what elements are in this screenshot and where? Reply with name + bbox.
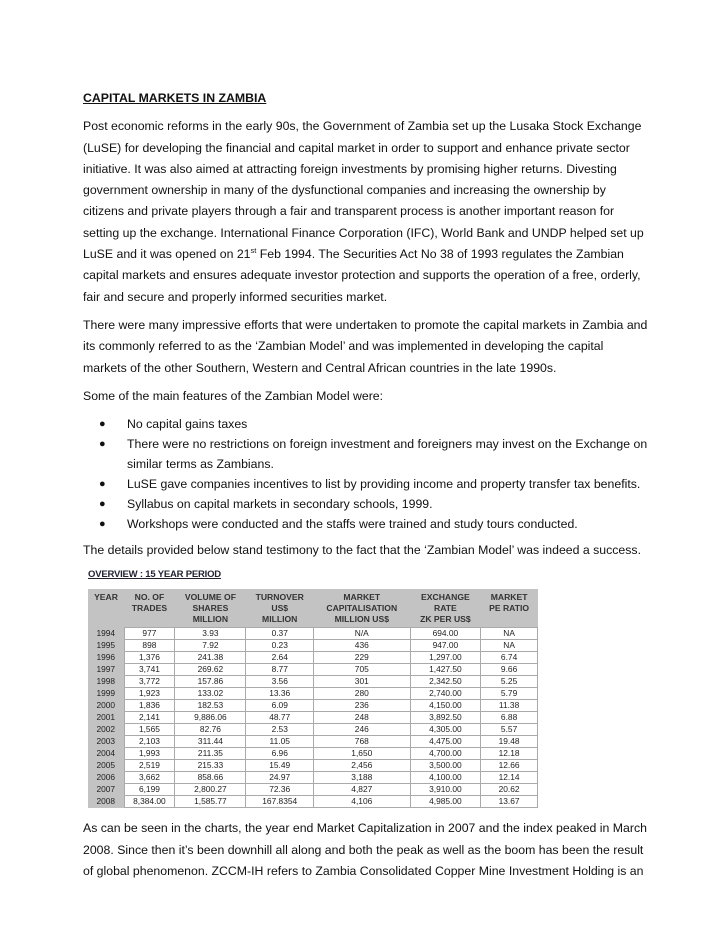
list-item-text: Syllabus on capital markets in secondary schools, 1999.	[127, 497, 433, 512]
superscript: st	[250, 245, 257, 255]
column-header-line: ZK PER US$	[420, 614, 471, 625]
table-cell: 11.38	[481, 700, 538, 712]
year-cell: 2006	[88, 772, 124, 784]
table-cell: 6.88	[481, 712, 538, 724]
table-cell: 705	[313, 664, 410, 676]
bullet-icon: ●	[99, 418, 106, 431]
table-row	[88, 796, 538, 808]
table-cell: 13.67	[481, 796, 538, 808]
column-header	[175, 589, 246, 628]
table-cell: 768	[313, 736, 410, 748]
table-row	[88, 688, 538, 700]
table-cell: 167.8354	[246, 796, 313, 808]
table-cell: 3,741	[124, 664, 175, 676]
paragraph-text: Feb 1994. The Securities Act No 38 of 1993 regulates the Zambian capital markets and ensures adequate investor protection and supports the operation of a free, orderly, fair and secure and properly informed securities market.	[83, 247, 641, 304]
document-body	[83, 0, 648, 902]
year-cell: 1999	[88, 688, 124, 700]
table-cell: N/A	[313, 628, 410, 640]
table-cell: 8.77	[246, 664, 313, 676]
year-cell: 2005	[88, 760, 124, 772]
list-item	[99, 474, 648, 494]
table-cell: 215.33	[175, 760, 246, 772]
table-cell: 2,740.00	[410, 688, 481, 700]
table-cell: 157.86	[175, 676, 246, 688]
table-cell: 133.02	[175, 688, 246, 700]
table-cell: 436	[313, 640, 410, 652]
table-cell: 182.53	[175, 700, 246, 712]
list-item-text: Workshops were conducted and the staffs were trained and study tours conducted.	[127, 517, 578, 532]
column-header-line: TURNOVER	[255, 592, 304, 603]
table-cell: 5.25	[481, 676, 538, 688]
year-cell: 1997	[88, 664, 124, 676]
table-cell: 1,993	[124, 748, 175, 760]
table-cell: 5.79	[481, 688, 538, 700]
table-cell: 311.44	[175, 736, 246, 748]
table-row	[88, 736, 538, 748]
table-cell: 4,475.00	[410, 736, 481, 748]
table-cell: 3,892.50	[410, 712, 481, 724]
year-cell: 2001	[88, 712, 124, 724]
table-cell: 6.74	[481, 652, 538, 664]
table-cell: 1,836	[124, 700, 175, 712]
table-cell: 1,585.77	[175, 796, 246, 808]
list-item-text: There were no restrictions on foreign investment and foreigners may invest on the Exchange on similar terms as Zambians.	[127, 437, 648, 472]
year-cell: 1994	[88, 628, 124, 640]
table-cell: 3.56	[246, 676, 313, 688]
column-header-line: MILLION US$	[334, 614, 389, 625]
overview-table	[88, 589, 538, 808]
table-cell: 24.97	[246, 772, 313, 784]
table-cell: 11.05	[246, 736, 313, 748]
column-header-line: MILLION	[192, 614, 229, 625]
column-header-line: PE RATIO	[489, 603, 530, 614]
bullet-icon: ●	[99, 498, 106, 511]
table-row	[88, 784, 538, 796]
column-header	[313, 589, 410, 628]
column-header-line: EXCHANGE	[421, 592, 470, 603]
table-cell: 1,923	[124, 688, 175, 700]
table-cell: 694.00	[410, 628, 481, 640]
table-row	[88, 652, 538, 664]
column-header	[88, 589, 124, 628]
table-cell: 3,500.00	[410, 760, 481, 772]
year-cell: 1998	[88, 676, 124, 688]
table-header-row	[88, 589, 538, 628]
column-header-line: MILLION	[262, 614, 298, 625]
table-cell: 15.49	[246, 760, 313, 772]
table-row	[88, 676, 538, 688]
column-header	[124, 589, 175, 628]
table-cell: 2.64	[246, 652, 313, 664]
list-item	[99, 494, 648, 514]
table-cell: 2,519	[124, 760, 175, 772]
table-cell: NA	[481, 640, 538, 652]
table-cell: 2,456	[313, 760, 410, 772]
table-cell: 6,199	[124, 784, 175, 796]
page-title: CAPITAL MARKETS IN ZAMBIA	[83, 91, 267, 105]
column-header-line: TRADES	[131, 603, 168, 614]
table-cell: 13.36	[246, 688, 313, 700]
table-cell: 241.38	[175, 652, 246, 664]
paragraph-charts: As can be seen in the charts, the year end Market Capitalization in 2007 and the index peaked in March 2008. Since then it’s been downhill all along and both the peak as well as the boom has been the result of global phenomenon. ZCCM-IH refers to Zambia Consolidated Copper Mine Investment Holding is an	[83, 821, 647, 879]
table-cell: 3,772	[124, 676, 175, 688]
table-cell: 9,886.06	[175, 712, 246, 724]
table-cell: 6.09	[246, 700, 313, 712]
paragraph-intro	[83, 116, 648, 308]
table-cell: 12.66	[481, 760, 538, 772]
table-cell: 1,376	[124, 652, 175, 664]
table-cell: 0.37	[246, 628, 313, 640]
table-cell: NA	[481, 628, 538, 640]
table-row	[88, 748, 538, 760]
table-cell: 248	[313, 712, 410, 724]
table-cell: 1,650	[313, 748, 410, 760]
list-item	[99, 434, 648, 474]
year-cell: 1995	[88, 640, 124, 652]
table-cell: 2,800.27	[175, 784, 246, 796]
table-cell: 246	[313, 724, 410, 736]
table-cell: 12.18	[481, 748, 538, 760]
table-cell: 5.57	[481, 724, 538, 736]
list-item-text: LuSE gave companies incentives to list by providing income and property transfer tax benefits.	[127, 477, 641, 492]
table-row	[88, 640, 538, 652]
table-cell: 82.76	[175, 724, 246, 736]
column-header-line: CAPITALISATION	[326, 603, 398, 614]
column-header	[246, 589, 313, 628]
year-cell: 2007	[88, 784, 124, 796]
list-item-text: No capital gains taxes	[127, 417, 248, 432]
table-caption: OVERVIEW : 15 YEAR PERIOD	[88, 569, 221, 581]
overview-table-figure	[88, 568, 540, 808]
table-cell: 4,700.00	[410, 748, 481, 760]
table-cell: 1,297.00	[410, 652, 481, 664]
bullet-icon: ●	[99, 518, 106, 531]
table-cell: 4,827	[313, 784, 410, 796]
table-row	[88, 724, 538, 736]
column-header	[481, 589, 538, 628]
table-cell: 1,427.50	[410, 664, 481, 676]
table-cell: 0.23	[246, 640, 313, 652]
paragraph-details: The details provided below stand testimony to the fact that the ‘Zambian Model’ was indeed a success.	[83, 543, 641, 558]
table-cell: 3,188	[313, 772, 410, 784]
column-header-line: US$	[271, 603, 289, 614]
table-cell: 301	[313, 676, 410, 688]
year-cell: 2003	[88, 736, 124, 748]
table-cell: 236	[313, 700, 410, 712]
column-header-line: NO. OF	[134, 592, 165, 603]
table-cell: 4,985.00	[410, 796, 481, 808]
table-row	[88, 712, 538, 724]
table-row	[88, 700, 538, 712]
table-cell: 3,910.00	[410, 784, 481, 796]
list-item	[99, 514, 648, 534]
column-header-line: MARKET	[343, 592, 381, 603]
table-cell: 1,565	[124, 724, 175, 736]
year-cell: 2004	[88, 748, 124, 760]
table-cell: 2,103	[124, 736, 175, 748]
table-row	[88, 664, 538, 676]
table-cell: 4,100.00	[410, 772, 481, 784]
column-header-line: VOLUME OF	[184, 592, 236, 603]
table-cell: 977	[124, 628, 175, 640]
table-cell: 7.92	[175, 640, 246, 652]
features-list	[83, 414, 648, 534]
table-cell: 947.00	[410, 640, 481, 652]
table-cell: 229	[313, 652, 410, 664]
paragraph-features-intro: Some of the main features of the Zambian Model were:	[83, 388, 384, 403]
table-cell: 48.77	[246, 712, 313, 724]
table-row	[88, 760, 538, 772]
table-row	[88, 628, 538, 640]
table-cell: 4,106	[313, 796, 410, 808]
year-cell: 1996	[88, 652, 124, 664]
table-cell: 72.36	[246, 784, 313, 796]
table-cell: 2.53	[246, 724, 313, 736]
table-cell: 6.96	[246, 748, 313, 760]
paragraph-zambian-model: There were many impressive efforts that were undertaken to promote the capital markets in Zambia and its commonly referred to as the ‘Zambian Model’ and was implemented in developing the capital markets of the other Southern, Western and Central African countries in the late 1990s.	[83, 317, 648, 375]
table-cell: 4,150.00	[410, 700, 481, 712]
column-header-line: RATE	[434, 603, 457, 614]
table-cell: 2,141	[124, 712, 175, 724]
year-cell: 2002	[88, 724, 124, 736]
bullet-icon: ●	[99, 478, 106, 491]
table-cell: 280	[313, 688, 410, 700]
table-cell: 4,305.00	[410, 724, 481, 736]
table-cell: 269.62	[175, 664, 246, 676]
table-cell: 19.48	[481, 736, 538, 748]
table-cell: 2,342.50	[410, 676, 481, 688]
table-cell: 12.14	[481, 772, 538, 784]
table-cell: 898	[124, 640, 175, 652]
table-cell: 9.66	[481, 664, 538, 676]
paragraph-text: Post economic reforms in the early 90s, the Government of Zambia set up the Lusaka Stock Exchange (LuSE) for developing the financial and capital market in order to support and enhance private sector initiative. It was also aimed at attracting foreign investments by promising higher returns. Divesting government ownership in many of the dysfunctional companies and increasing the ownership by citizens and private players through a fair and transparent process is another important reason for setting up the exchange. International Finance Corporation (IFC), World Bank and UNDP helped set up LuSE and it was opened on 21	[83, 119, 644, 262]
year-cell: 2000	[88, 700, 124, 712]
year-cell: 2008	[88, 796, 124, 808]
table-cell: 211.35	[175, 748, 246, 760]
column-header	[410, 589, 481, 628]
bullet-icon: ●	[99, 438, 106, 451]
column-header-line: SHARES	[192, 603, 229, 614]
table-cell: 3,662	[124, 772, 175, 784]
column-header-line: YEAR	[94, 592, 118, 603]
table-cell: 3.93	[175, 628, 246, 640]
table-cell: 8,384.00	[124, 796, 175, 808]
table-cell: 20.62	[481, 784, 538, 796]
list-item	[99, 414, 648, 434]
column-header-line: MARKET	[490, 592, 528, 603]
table-cell: 858.66	[175, 772, 246, 784]
table-row	[88, 772, 538, 784]
